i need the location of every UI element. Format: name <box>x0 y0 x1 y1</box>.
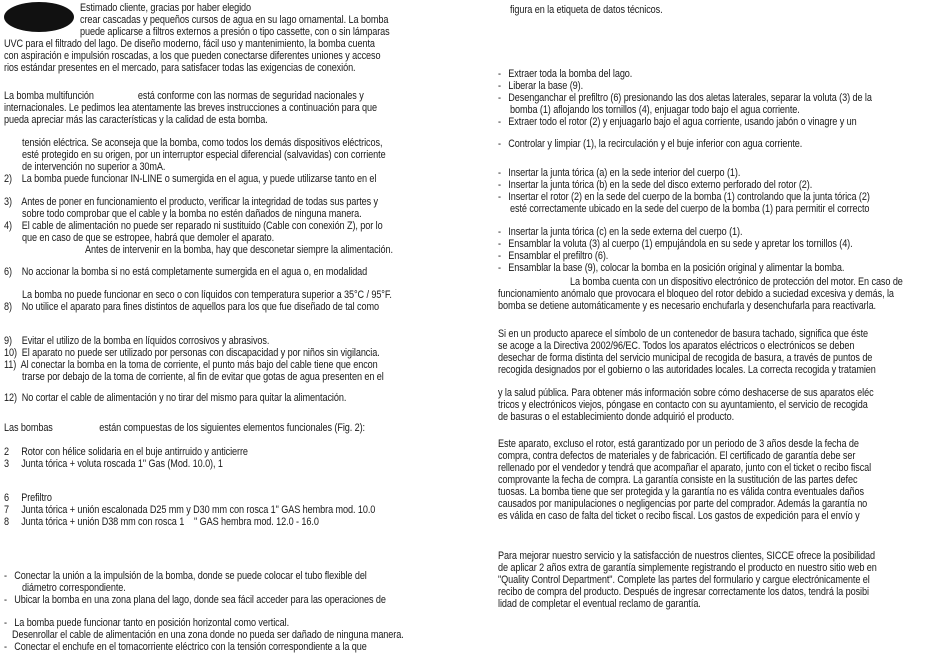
left-line: 3 Junta tórica + voluta roscada 1" Gas (Mod. 10.0), 1 <box>4 458 223 470</box>
right-line: comprovante la fecha de compra. La garantía consiste en la sustitución de las partes defec <box>498 474 858 486</box>
right-line: La bomba cuenta con un dispositivo electrónico de protección del motor. En caso de <box>570 276 903 288</box>
right-line: Si en un producto aparece el símbolo de un contenedor de basura tachado, significa que éste <box>498 328 869 340</box>
left-line: puede aplicarse a filtros externos a presión o tipo cassette, con o sin lámparas <box>80 26 390 38</box>
right-line: bomba (1) aflojando los tornillos (4), enjuagar todo bajo el agua corriente. <box>510 104 800 116</box>
left-line: sobre todo comprobar que el cable y la bomba no estén dañados de ninguna manera. <box>22 208 362 220</box>
left-line: esté protegido en su origen, por un interruptor especial diferencial (salvavidas) con corriente <box>22 149 386 161</box>
right-line: causados por manipulaciones o negligencias por parte del comprador. Además la garantía no <box>498 498 868 510</box>
left-line: 9) Evitar el utilizo de la bomba en líquidos corrosivos y abrasivos. <box>4 335 270 347</box>
left-line: 6) No accionar la bomba si no está completamente sumergida en el agua o, en modalidad <box>4 266 368 278</box>
right-line: tricos y electrónicos viejos, póngase en contacto con su ayuntamiento, el servicio de recogida <box>498 399 868 411</box>
left-line: pueda apreciar más las características y la calidad de esta bomba. <box>4 114 268 126</box>
right-line: funcionamiento anómalo que provocara el bloqueo del rotor debido a suciedad excesiva y demás, la <box>498 288 894 300</box>
right-line: tuosas. La bomba tiene que ser protegida y la garantía no es válida contra eventuales daños <box>498 486 864 498</box>
left-line: 6 Prefiltro <box>4 492 52 504</box>
left-line: - Conectar el enchufe en el tomacorriente eléctrico con la tensión correspondiente a la que <box>4 641 367 653</box>
left-line: La bomba no puede funcionar en seco o con líquidos con temperatura superior a 35°C / 95°F. <box>22 289 392 301</box>
left-line: Antes de intervenir en la bomba, hay que desconetar siempre la alimentación. <box>85 244 393 256</box>
brand-logo <box>4 2 74 32</box>
right-line: - Insertar la junta tórica (b) en la sede del disco externo perforado del rotor (2). <box>498 179 813 191</box>
right-line: lidad de completar el eventual reclamo de garantía. <box>498 598 701 610</box>
left-line: Desenrollar el cable de alimentación en una zona donde no pueda ser dañado de ninguna manera. <box>12 629 404 641</box>
right-line: - Insertar la junta tórica (a) en la sede interior del cuerpo (1). <box>498 167 741 179</box>
right-line: Este aparato, excluso el rotor, está garantizado por un periodo de 3 años desde la fecha de <box>498 438 859 450</box>
left-line: 10) El aparato no puede ser utilizado por personas con discapacidad y por niños sin vigilancia. <box>4 347 380 359</box>
left-line: Estimado cliente, gracias por haber elegido <box>80 2 252 14</box>
right-line: de aplicar 2 años extra de garantía simplemente registrando el producto en nuestro sitio web en <box>498 562 877 574</box>
right-line: - Insertar la junta tórica (c) en la sede externa del cuerpo (1). <box>498 226 743 238</box>
right-line: - Extraer todo el rotor (2) y enjuagarlo bajo el agua corriente, usando jabón o vinagre y un <box>498 116 857 128</box>
left-line: que en caso de que se estropee, habrá que demoler el aparato. <box>22 232 275 244</box>
right-line: de basuras o el establecimiento donde adquirió el producto. <box>498 411 735 423</box>
right-line: se acoge a la Directiva 2002/96/EC. Todos los aparatos eléctricos o electrónicos se deben <box>498 340 855 352</box>
right-line: "Quality Control Department". Complete las partes del formulario y cargue electrónicamente el <box>498 574 870 586</box>
left-line: rios estándar presentes en el mercado, para satisfacer todas las exigencias de conexión. <box>4 62 356 74</box>
right-line: recibo de compra del producto. Después de ingresar correctamente los datos, tendrá la posibi <box>498 586 869 598</box>
right-line: es válida en caso de falta del ticket o recibo fiscal. Los gastos de expedición para el envío y <box>498 510 860 522</box>
right-line: compra, contra defectos de materiales y de fabricación. El certificado de garantía debe ser <box>498 450 856 462</box>
right-line: - Insertar el rotor (2) en la sede del cuerpo de la bomba (1) controlando que la junta tórica (2) <box>498 191 870 203</box>
right-line: rellenado por el vendedor y tendrá que acompañar el aparato, junto con el ticket o recibo fiscal <box>498 462 872 474</box>
left-line: 4) El cable de alimentación no puede ser reparado ni sustituido (Cable con conexión Z), por lo <box>4 220 383 232</box>
left-line: 3) Antes de poner en funcionamiento el producto, verificar la integridad de todas sus partes y <box>4 196 379 208</box>
right-line: - Controlar y limpiar (1), la recirculación y el buje inferior con agua corriente. <box>498 138 803 150</box>
right-line: - Ensamblar la base (9), colocar la bomba en la posición original y alimentar la bomba. <box>498 262 845 274</box>
left-line: - Ubicar la bomba en una zona plana del lago, donde sea fácil acceder para las operaciones de <box>4 594 386 606</box>
left-line: con aspiración e impulsión roscadas, a los que pueden conectarse diferentes uniones y acceso <box>4 50 381 62</box>
right-line: - Extraer toda la bomba del lago. <box>498 68 633 80</box>
left-line: 8 Junta tórica + unión D38 mm con rosca 1 " GAS hembra mod. 12.0 - 16.0 <box>4 516 319 528</box>
left-line: 7 Junta tórica + unión escalonada D25 mm y D30 mm con rosca 1" GAS hembra mod. 10.0 <box>4 504 376 516</box>
left-line: diámetro correspondiente. <box>22 582 126 594</box>
right-line: - Ensamblar el prefiltro (6). <box>498 250 609 262</box>
left-line: 8) No utilice el aparato para fines distintos de aquellos para los que fue diseñado de tal como <box>4 301 379 313</box>
right-line: - Ensamblar la voluta (3) al cuerpo (1) empujándola en su sede y apretar los tornillos (4). <box>498 238 853 250</box>
left-line: 11) Al conectar la bomba en la toma de corriente, el punto más bajo del cable tiene que encon <box>4 359 378 371</box>
left-line: 12) No cortar el cable de alimentación y no tirar del mismo para quitar la alimentación. <box>4 392 347 404</box>
right-line: - Liberar la base (9). <box>498 80 584 92</box>
left-line: trarse por debajo de la toma de corriente, al fin de evitar que gotas de agua presenten en el <box>22 371 384 383</box>
right-line: - Desenganchar el prefiltro (6) presionando las dos aletas laterales, separar la voluta (3) de la <box>498 92 872 104</box>
left-line: crear cascadas y pequeños cursos de agua en su lago ornamental. La bomba <box>80 14 389 26</box>
left-line: - La bomba puede funcionar tanto en posición horizontal como vertical. <box>4 617 290 629</box>
right-line: Para mejorar nuestro servicio y la satisfacción de nuestros clientes, SICCE ofrece la posibilidad <box>498 550 876 562</box>
left-line: 2 Rotor con hélice solidaria en el buje antirruido y anticierre <box>4 446 248 458</box>
left-line: - Conectar la unión a la impulsión de la bomba, donde se puede colocar el tubo flexible del <box>4 570 367 582</box>
left-line: tensión eléctrica. Se aconseja que la bomba, como todos los demás dispositivos eléctricos, <box>22 137 383 149</box>
left-line: internacionales. Le pedimos lea atentamente las breves instrucciones a continuación para que <box>4 102 377 114</box>
right-line: esté correctamente ubicado en la sede del cuerpo de la bomba (1) para permitir el correcto <box>510 203 870 215</box>
right-line: y la salud pública. Para obtener más información sobre cómo deshacerse de sus aparatos eléc <box>498 387 874 399</box>
left-line: Las bombas están compuestas de los siguientes elementos funcionales (Fig. 2): <box>4 422 365 434</box>
left-line: 2) La bomba puede funcionar IN-LINE o sumergida en el agua, y puede utilizarse tanto en el <box>4 173 377 185</box>
left-line: de intervención no superior a 30mA. <box>22 161 166 173</box>
right-line: bomba se detiene automáticamente y es necesario enchufarla y desenchufarla para reactivarla. <box>498 300 876 312</box>
left-line: La bomba multifunción está conforme con las normas de seguridad nacionales y <box>4 90 364 102</box>
right-line: figura en la etiqueta de datos técnicos. <box>510 4 663 16</box>
right-line: recogida designados por el gobierno o las autoridades locales. La correcta recogida y tratamien <box>498 364 876 376</box>
right-line: desechar de forma distinta del servicio municipal de recogida de basura, a través de puntos de <box>498 352 873 364</box>
left-line: UVC para el filtrado del lago. De diseño moderno, fácil uso y mantenimiento, la bomba cuenta <box>4 38 375 50</box>
